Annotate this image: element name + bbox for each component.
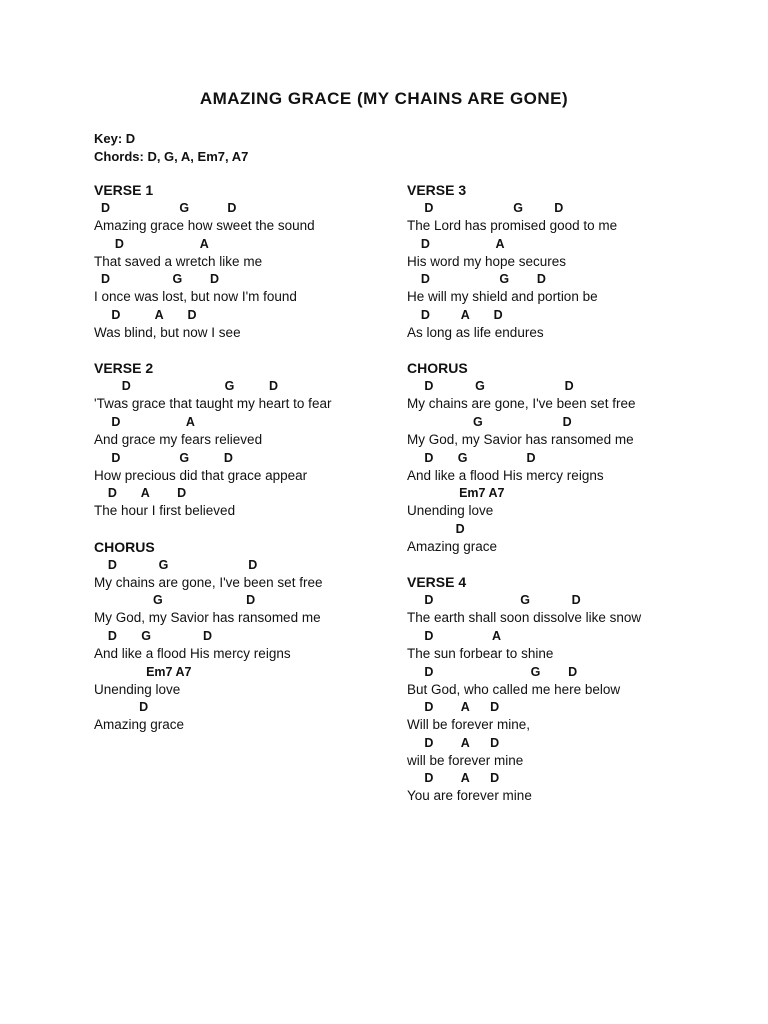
chord-line: D G D — [407, 593, 581, 608]
chord-line: D A — [407, 236, 505, 251]
song-line — [94, 628, 424, 664]
song-line — [407, 485, 737, 521]
song-line — [94, 307, 424, 343]
section-heading: VERSE 1 — [94, 182, 154, 198]
song-line — [94, 271, 424, 307]
lyric-line: Amazing grace — [407, 538, 498, 554]
chord-line: D A D — [407, 700, 500, 715]
song-section — [94, 181, 424, 342]
song-line — [407, 735, 737, 771]
chord-line: G D — [407, 414, 572, 429]
song-section — [407, 573, 737, 806]
chord-line: D A D — [94, 486, 187, 501]
song-line — [94, 592, 424, 628]
song-line — [407, 378, 737, 414]
song-section — [407, 359, 737, 556]
lyric-line: will be forever mine — [407, 752, 524, 768]
right-column — [407, 181, 737, 823]
lyric-line: The Lord has promised good to me — [407, 218, 618, 233]
song-line — [407, 236, 737, 272]
song-line — [407, 592, 737, 628]
chord-line: D — [407, 521, 465, 536]
lyric-line: My God, my Savior has ransomed me — [94, 610, 321, 626]
song-section — [407, 181, 737, 342]
song-line — [407, 450, 737, 486]
chord-line: D A — [94, 414, 195, 429]
lyric-line: He will my shield and portion be — [407, 289, 598, 305]
chord-line: D G D — [94, 272, 220, 287]
lyric-line: The hour I first believed — [94, 503, 236, 519]
lyric-line: The earth shall soon dissolve like snow — [407, 610, 642, 626]
chord-line: D G D — [94, 557, 258, 572]
chord-line: D A — [94, 236, 209, 251]
song-title: AMAZING GRACE (MY CHAINS ARE GONE) — [199, 89, 569, 108]
lyric-line: You are forever mine — [407, 788, 532, 804]
chord-line: D A D — [407, 771, 500, 786]
song-line — [94, 450, 424, 486]
lyric-line: And like a flood His mercy reigns — [94, 645, 291, 661]
song-line — [94, 378, 424, 414]
lyric-line: Was blind, but now I see — [94, 324, 241, 340]
lyric-line: Unending love — [94, 681, 181, 697]
left-column — [94, 181, 424, 752]
lyric-line: The sun forbear to shine — [407, 645, 554, 661]
chord-line: D — [94, 700, 149, 715]
song-section — [94, 359, 424, 520]
song-line — [407, 307, 737, 343]
song-line — [94, 414, 424, 450]
section-heading: VERSE 4 — [407, 574, 467, 591]
lyric-line: Unending love — [407, 503, 494, 519]
song-line — [94, 485, 424, 521]
lyric-line: My chains are gone, I've been set free — [407, 396, 636, 412]
song-line — [94, 200, 424, 236]
song-line — [94, 664, 424, 700]
chord-line: D G D — [94, 628, 213, 643]
chords-line: Chords: D, G, A, Em7, A7 — [94, 149, 249, 164]
lyric-line: But God, who called me here below — [407, 681, 621, 697]
lyric-line: Amazing grace how sweet the sound — [94, 218, 315, 233]
song-line — [407, 521, 737, 557]
lyric-line: His word my hope secures — [407, 253, 567, 269]
song-line — [407, 271, 737, 307]
chord-line: D G D — [407, 379, 574, 394]
chord-line: D G D — [407, 450, 536, 465]
song-line — [407, 664, 737, 700]
song-line — [407, 200, 737, 236]
lyric-line: That saved a wretch like me — [94, 253, 263, 269]
key-line: Key: D — [94, 131, 136, 146]
lyric-line: And grace my fears relieved — [94, 431, 263, 447]
chord-line: D G D — [407, 201, 564, 215]
song-line — [407, 628, 737, 664]
chord-line: D A — [407, 628, 501, 643]
chord-line: Em7 A7 — [407, 486, 505, 501]
chord-line: D A D — [94, 307, 197, 322]
chord-line: D A D — [407, 307, 503, 322]
lyric-line: My God, my Savior has ransomed me — [407, 431, 634, 447]
lyric-line: 'Twas grace that taught my heart to fear — [94, 396, 332, 412]
chord-line: D G D — [407, 272, 546, 287]
lyric-line: And like a flood His mercy reigns — [407, 467, 604, 483]
lyric-line: I once was lost, but now I'm found — [94, 289, 297, 305]
song-section — [94, 538, 424, 735]
chord-line: D G D — [94, 450, 233, 465]
section-heading: CHORUS — [407, 360, 468, 377]
song-line — [94, 236, 424, 272]
song-line — [407, 770, 737, 806]
chord-line: G D — [94, 593, 256, 608]
song-line — [94, 699, 424, 735]
section-heading: CHORUS — [94, 538, 155, 555]
lyric-line: Will be forever mine, — [407, 717, 531, 733]
lyric-line: Amazing grace — [94, 717, 185, 733]
lyric-line: As long as life endures — [407, 324, 544, 340]
lyric-line: My chains are gone, I've been set free — [94, 574, 323, 590]
song-line — [94, 557, 424, 593]
chord-line: D G D — [94, 379, 279, 394]
song-line — [407, 699, 737, 735]
section-heading: VERSE 3 — [407, 182, 467, 198]
lyric-line: How precious did that grace appear — [94, 467, 308, 483]
chord-line: Em7 A7 — [94, 664, 192, 679]
chord-line: D G D — [94, 201, 237, 215]
song-line — [407, 414, 737, 450]
chord-line: D G D — [407, 664, 578, 679]
chord-line: D A D — [407, 735, 500, 750]
section-heading: VERSE 2 — [94, 360, 154, 377]
